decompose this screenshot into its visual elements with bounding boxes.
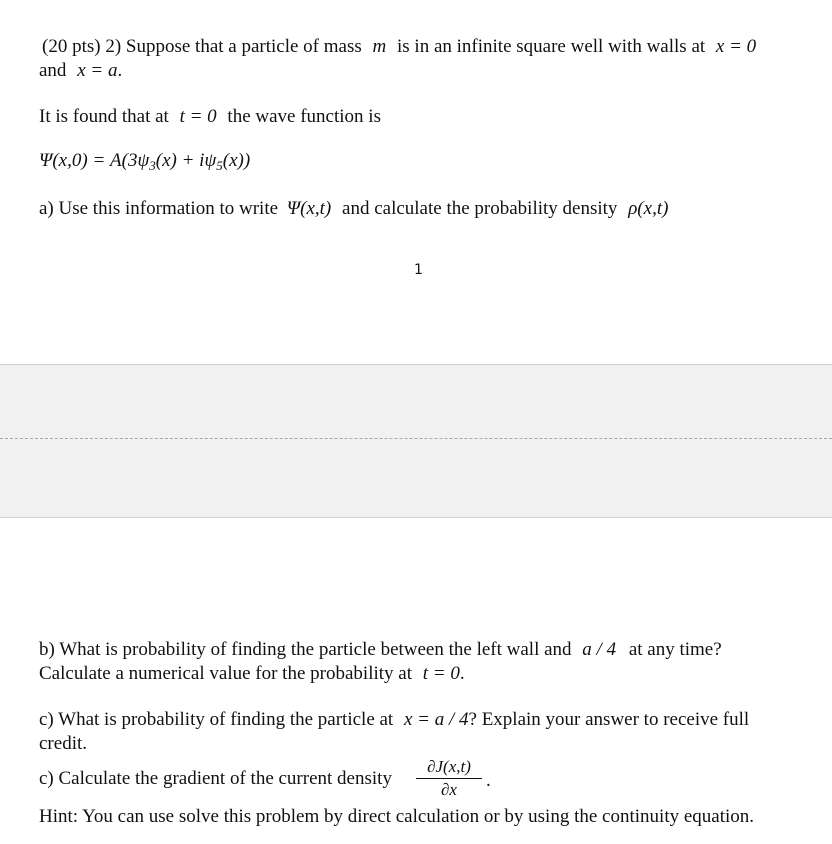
question-intro-line2 [39, 60, 122, 82]
found-text: It is found that at [39, 106, 169, 127]
mass-symbol: m [372, 36, 387, 57]
part-b-line2 [39, 663, 465, 685]
page-number: 1 [414, 262, 423, 278]
and-text: and [39, 60, 67, 81]
part-a-rho: ρ(x,t) [628, 198, 669, 219]
question-intro-line1 [42, 36, 756, 58]
part-c1-text-2: ? Explain your answer to receive full [468, 709, 750, 730]
part-a-psi: Ψ(x,t) [286, 198, 332, 219]
part-b-quarter: a / 4 [582, 639, 617, 660]
question-intro-text: (20 pts) 2) Suppose that a particle of mass [42, 36, 362, 57]
found-text-2: the wave function is [227, 106, 381, 127]
fraction-denominator: ∂x [441, 780, 457, 799]
part-c2-text: c) Calculate the gradient of the current density [39, 768, 392, 789]
wall-x0: x = 0 [715, 36, 757, 57]
part-c1-line2 [39, 733, 87, 755]
hint-line [39, 806, 754, 828]
wf-lhs: Ψ(x,0) = A(3ψ [39, 150, 150, 171]
part-b-t0: t = 0 [422, 663, 460, 684]
wf-sub-5: 5 [216, 158, 223, 173]
wf-sub-3: 3 [149, 158, 156, 173]
page-break-line [0, 438, 832, 439]
hint-text: Hint: You can use solve this problem by direct calculation or by using the continuity equation. [39, 806, 755, 827]
found-line [39, 106, 381, 128]
part-c1-x: x = a / 4 [403, 709, 469, 730]
wavefunction-equation [39, 150, 250, 177]
intro-period: . [117, 60, 123, 81]
part-a-question [39, 198, 668, 220]
part-c1-text: c) What is probability of finding the particle at [39, 709, 394, 730]
fraction-bar [416, 778, 482, 779]
wall-xa: x = a [77, 60, 118, 81]
part-c2-period: . [486, 770, 491, 791]
part-b-text-2: at any time? [628, 639, 722, 660]
part-a-text-2: and calculate the probability density [342, 198, 618, 219]
wf-mid: (x) + iψ [155, 150, 217, 171]
wf-rhs: (x)) [222, 150, 251, 171]
page-gap [0, 364, 832, 518]
question-intro-text-2: is in an infinite square well with walls at [397, 36, 706, 57]
part-c1-line1 [39, 709, 749, 731]
current-gradient-fraction [416, 757, 482, 800]
fraction-numerator: ∂J(x,t) [427, 757, 471, 776]
part-b-text-3: Calculate a numerical value for the probability at [39, 663, 412, 684]
part-b-line1 [39, 639, 722, 661]
part-b-period: . [459, 663, 465, 684]
part-a-text: a) Use this information to write [39, 198, 279, 219]
time-zero: t = 0 [179, 106, 217, 127]
part-c1-credit: credit. [39, 733, 88, 754]
part-c2-line [39, 768, 392, 790]
part-b-text: b) What is probability of finding the particle between the left wall and [39, 639, 572, 660]
